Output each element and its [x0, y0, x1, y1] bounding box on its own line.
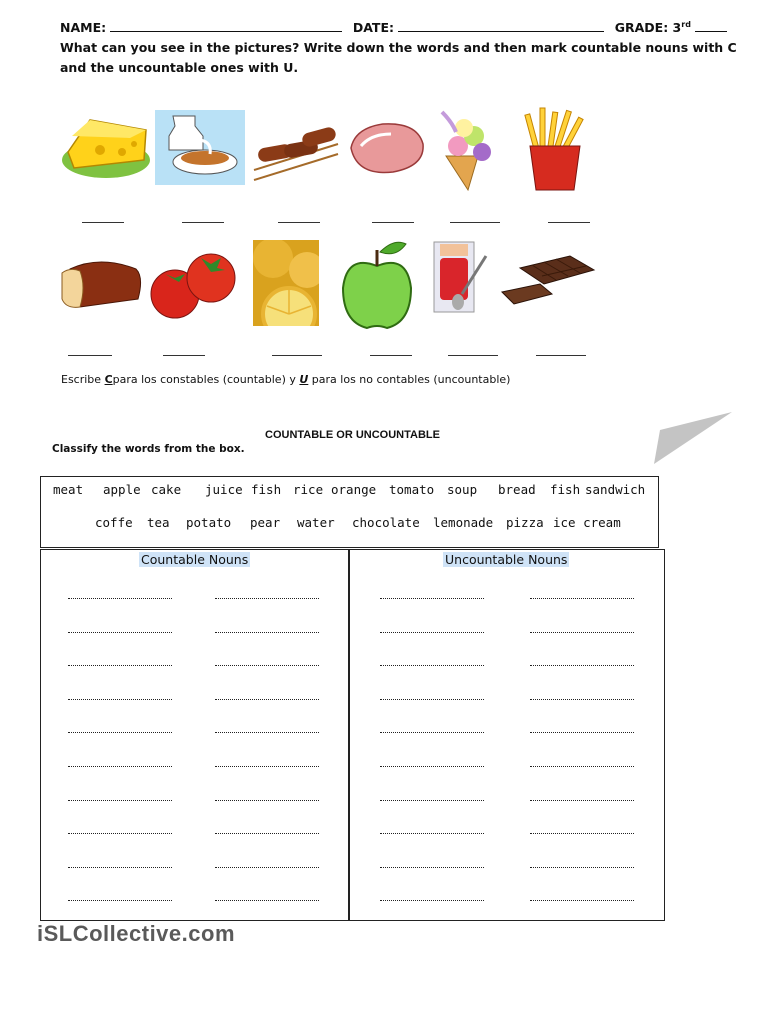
- answer-line[interactable]: [530, 765, 634, 767]
- answer-line[interactable]: [215, 597, 319, 599]
- note-u: U: [299, 373, 309, 386]
- answer-line[interactable]: [380, 731, 484, 733]
- watermark-text: iSLCollective.com: [37, 921, 236, 946]
- note-c: C: [104, 373, 113, 386]
- note-suffix: para los no contables (uncountable): [308, 373, 511, 386]
- answer-line[interactable]: [380, 899, 484, 901]
- word-item: juice: [205, 482, 243, 497]
- answer-line[interactable]: [68, 698, 172, 700]
- word-item: cake: [151, 482, 182, 497]
- answer-line[interactable]: [68, 765, 172, 767]
- instruction-line-1: What can you see in the pictures? Write down the words and then mark countable nouns with C: [60, 40, 737, 55]
- header-line: [60, 20, 727, 35]
- note-prefix: Escribe: [61, 373, 105, 386]
- word-item: water: [297, 515, 335, 530]
- word-item: potato: [186, 515, 232, 530]
- word-item: chocolate: [352, 515, 420, 530]
- answer-line[interactable]: [68, 832, 172, 834]
- apple-icon: [340, 238, 414, 330]
- answer-line[interactable]: [530, 866, 634, 868]
- answer-line[interactable]: [68, 664, 172, 666]
- name-field[interactable]: [110, 20, 342, 32]
- answer-line[interactable]: [380, 799, 484, 801]
- name-label: NAME:: [60, 20, 107, 36]
- instructions: [60, 38, 740, 78]
- tomato-icon: [145, 248, 240, 320]
- word-item: apple: [103, 482, 141, 497]
- orange-icon: [253, 240, 319, 326]
- chocolate-icon: [500, 254, 596, 306]
- answer-blank[interactable]: [372, 221, 414, 223]
- answer-line[interactable]: [380, 698, 484, 700]
- answer-line[interactable]: [215, 631, 319, 633]
- answer-line[interactable]: [215, 664, 319, 666]
- word-item: fish: [550, 482, 581, 497]
- date-label: DATE:: [352, 20, 394, 36]
- answer-line[interactable]: [530, 799, 634, 801]
- answer-line[interactable]: [530, 698, 634, 700]
- answer-blank[interactable]: [82, 221, 124, 223]
- word-item: pizza: [506, 515, 544, 530]
- word-box: [40, 476, 659, 548]
- word-item: ice cream: [553, 515, 621, 530]
- bread-icon: [58, 255, 142, 311]
- answer-line[interactable]: [380, 866, 484, 868]
- fries-icon: [520, 106, 590, 192]
- answer-blank[interactable]: [536, 354, 586, 356]
- word-item: rice: [293, 482, 324, 497]
- spanish-note: [61, 373, 510, 386]
- answer-blank[interactable]: [450, 221, 500, 223]
- grade-label: GRADE: 3: [614, 20, 682, 36]
- answer-blank[interactable]: [548, 221, 590, 223]
- answer-line[interactable]: [530, 597, 634, 599]
- answer-line[interactable]: [380, 832, 484, 834]
- word-item: tomato: [389, 482, 435, 497]
- word-item: soup: [447, 482, 478, 497]
- answer-blank[interactable]: [68, 354, 112, 356]
- answer-line[interactable]: [68, 899, 172, 901]
- answer-line[interactable]: [530, 664, 634, 666]
- instruction-line-2: and the uncountable ones with U.: [60, 60, 299, 75]
- answer-line[interactable]: [215, 765, 319, 767]
- word-item: orange: [331, 482, 377, 497]
- ice-cream-icon: [438, 108, 498, 192]
- answer-line[interactable]: [68, 866, 172, 868]
- cheese-icon: [60, 110, 152, 182]
- answer-line[interactable]: [215, 832, 319, 834]
- grade-sup: rd: [681, 20, 691, 29]
- word-item: bread: [498, 482, 536, 497]
- word-item: sandwich: [585, 482, 646, 497]
- date-field[interactable]: [398, 20, 604, 32]
- uncountable-header: Uncountable Nouns: [445, 552, 568, 567]
- jam-icon: [432, 240, 492, 326]
- answer-line[interactable]: [380, 664, 484, 666]
- watermark: [37, 921, 235, 947]
- answer-line[interactable]: [215, 866, 319, 868]
- answer-blank[interactable]: [278, 221, 320, 223]
- answer-line[interactable]: [380, 765, 484, 767]
- word-item: pear: [250, 515, 281, 530]
- answer-blank[interactable]: [272, 354, 322, 356]
- word-item: fish: [251, 482, 282, 497]
- grade-field[interactable]: [695, 20, 727, 32]
- cereal-milk-icon: [155, 110, 245, 185]
- meat-icon: [345, 118, 427, 178]
- answer-blank[interactable]: [448, 354, 498, 356]
- answer-blank[interactable]: [163, 354, 205, 356]
- sausages-icon: [250, 120, 342, 190]
- answer-line[interactable]: [530, 832, 634, 834]
- answer-line[interactable]: [380, 597, 484, 599]
- answer-line[interactable]: [215, 799, 319, 801]
- answer-line[interactable]: [68, 631, 172, 633]
- answer-line[interactable]: [530, 631, 634, 633]
- answer-line[interactable]: [68, 597, 172, 599]
- countable-header: Countable Nouns: [141, 552, 249, 567]
- answer-blank[interactable]: [370, 354, 412, 356]
- section-instruction: Classify the words from the box.: [52, 443, 245, 455]
- answer-line[interactable]: [215, 698, 319, 700]
- answer-line[interactable]: [530, 731, 634, 733]
- answer-line[interactable]: [68, 731, 172, 733]
- answer-line[interactable]: [215, 899, 319, 901]
- answer-line[interactable]: [215, 731, 319, 733]
- word-item: meat: [53, 482, 84, 497]
- answer-line[interactable]: [68, 799, 172, 801]
- word-item: tea: [147, 515, 170, 530]
- word-item: coffe: [95, 515, 133, 530]
- word-item: lemonade: [433, 515, 494, 530]
- section-title: COUNTABLE OR UNCOUNTABLE: [265, 429, 440, 441]
- answer-blank[interactable]: [182, 221, 224, 223]
- note-middle: para los constables (countable) y: [112, 373, 300, 386]
- answer-line[interactable]: [380, 631, 484, 633]
- decorative-arrow-icon: [652, 410, 734, 466]
- answer-line[interactable]: [530, 899, 634, 901]
